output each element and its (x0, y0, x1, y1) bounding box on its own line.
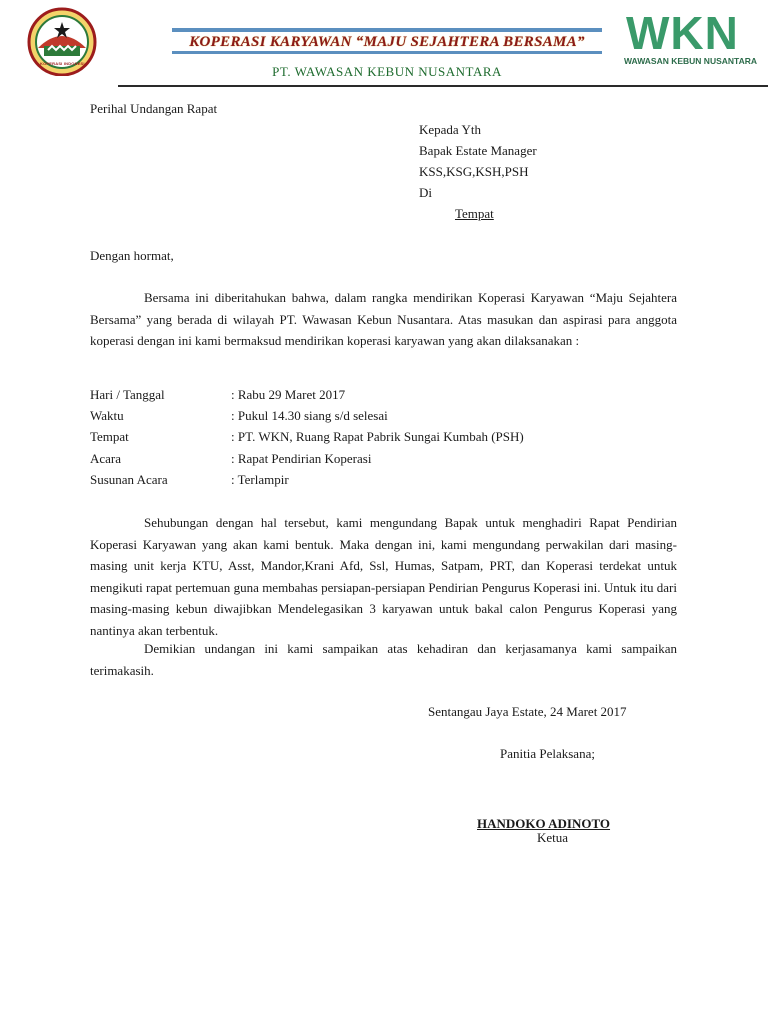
detail-value-place: : PT. WKN, Ruang Rapat Pabrik Sungai Kumbah (PSH) (231, 429, 524, 444)
detail-label-time: Waktu (90, 408, 124, 423)
left-logo-caption: KOPERASI INDONESIA (40, 61, 88, 66)
cooperative-name: KOPERASI KARYAWAN “MAJU SEJAHTERA BERSAMA” (189, 34, 585, 50)
recipient-line-2: Bapak Estate Manager (419, 143, 537, 158)
detail-value-time: : Pukul 14.30 siang s/d selesai (231, 408, 388, 423)
detail-value-agenda: : Terlampir (231, 472, 289, 487)
paragraph-intro: Bersama ini diberitahukan bahwa, dalam rangka mendirikan Koperasi Karyawan “Maju Sejahtera Bersama” yang berada di wilayah PT. Wawasan Kebun Nusantara. Atas masukan dan aspirasi para anggota koperasi dengan ini kami bermaksud mendirikan koperasi karyawan yang akan dilaksanakan : (90, 290, 677, 348)
letter-subject: Perihal Undangan Rapat (90, 101, 218, 116)
wkn-logo: WKN (626, 7, 739, 59)
paragraph-invitation: Sehubungan dengan hal tersebut, kami mengundang Bapak untuk menghadiri Rapat Pendirian Koperasi Karyawan yang akan kami bentuk. Maka dengan ini, kami mengundang perwakilan dari masing-masing unit kerja KTU, Asst, Mandor,Krani Afd, Ssl, Humas, Satpam, PRT, dan Koperasi terdekat untuk mengikuti rapat pertemuan guna membahas persiapan-persiapan Pendirian Pengurus Koperasi ini. Untuk itu dari masing-masing kebun diwajibkan Mendelegasikan 3 karyawan untuk bakal calon Pengurus Koperasi yang nantinya akan terbentuk. (90, 515, 677, 638)
company-name: PT. WAWASAN KEBUN NUSANTARA (272, 64, 502, 79)
recipient-line-4: Di (419, 185, 432, 200)
signer-name: HANDOKO ADINOTO (477, 816, 611, 831)
cooperative-logo (18, 6, 114, 76)
detail-label-event: Acara (90, 451, 122, 466)
committee-label: Panitia Pelaksana; (500, 746, 595, 761)
detail-label-place: Tempat (90, 429, 129, 444)
detail-label-agenda: Susunan Acara (90, 472, 168, 487)
recipient-place: Tempat (455, 206, 494, 221)
header-rule-top (172, 28, 602, 32)
greeting: Dengan hormat, (90, 248, 174, 263)
signer-title: Ketua (537, 830, 569, 845)
recipient-line-3: KSS,KSG,KSH,PSH (419, 164, 529, 179)
header-rule-bottom (172, 51, 602, 54)
detail-value-date: : Rabu 29 Maret 2017 (231, 387, 346, 402)
place-date: Sentangau Jaya Estate, 24 Maret 2017 (428, 704, 627, 719)
paragraph-closing: Demikian undangan ini kami sampaikan atas kehadiran dan kerjasamanya kami sampaikan terimakasih. (90, 641, 677, 678)
header-divider (118, 85, 768, 87)
recipient-line-1: Kepada Yth (419, 122, 481, 137)
detail-label-date: Hari / Tanggal (90, 387, 165, 402)
wkn-logo-subtitle: WAWASAN KEBUN NUSANTARA (624, 56, 758, 66)
detail-value-event: : Rapat Pendirian Koperasi (231, 451, 372, 466)
